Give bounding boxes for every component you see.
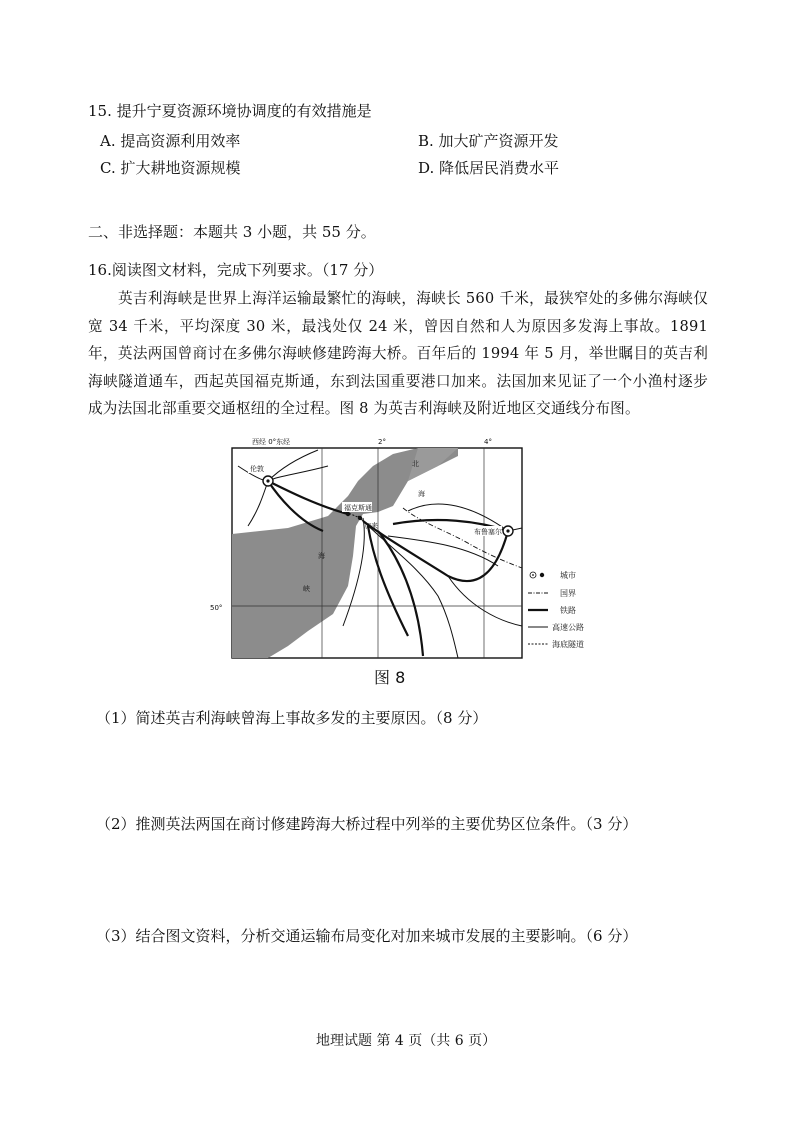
question-16-material: 英吉利海峡是世界上海洋运输最繁忙的海峡，海峡长 560 千米，最狭窄处的多佛尔海峡仅宽 34 千米，平均深度 30 米，最浅处仅 24 米，曾因自然和人为原因多发海上事故。1891 年，英法两国曾商讨在多佛尔海峡修建跨海大桥。百年后的 1994 年 5 月，举世瞩目的英吉利海峡隧道通车，西起英国福克斯通，东到法国重要港口加来。法国加来见证了一个小渔村逐步成为法国北部重要交通枢纽的全过程。图 8 为英吉利海峡及附近地区交通线分布图。 — [88, 290, 708, 417]
lon-label-0: 西经 0°东经 — [252, 438, 291, 446]
figure-caption: 图 8 — [374, 668, 406, 687]
option-b: B. 加大矿产资源开发 — [418, 132, 559, 150]
legend-city: 城市 — [560, 571, 576, 580]
page-footer: 地理试题 第 4 页（共 6 页） — [316, 1033, 497, 1049]
label-north-2: 海 — [418, 490, 425, 498]
legend-railway: 铁路 — [560, 606, 576, 615]
legend-highway: 高速公路 — [552, 623, 584, 632]
label-brussels: 布鲁塞尔 — [474, 528, 502, 536]
label-london: 伦敦 — [250, 465, 264, 473]
lon-label-4: 4° — [484, 438, 492, 446]
question-16-stem: 16.阅读图文材料，完成下列要求。（17 分） — [88, 261, 384, 279]
label-calais: 加来 — [364, 522, 378, 530]
sub-question-3: （3）结合图文资料，分析交通运输布局变化对加来城市发展的主要影响。（6 分） — [96, 927, 638, 945]
city-folkestone — [346, 512, 350, 516]
sub-question-2: （2）推测英法两国在商讨修建跨海大桥过程中列举的主要优势区位条件。（3 分） — [96, 815, 638, 833]
label-strait-2: 峡 — [303, 585, 310, 593]
figure-8-map — [208, 436, 584, 658]
lon-label-2: 2° — [378, 438, 386, 446]
option-d: D. 降低居民消费水平 — [418, 159, 560, 177]
option-c: C. 扩大耕地资源规模 — [100, 159, 241, 177]
sub-question-1: （1）简述英吉利海峡曾海上事故多发的主要原因。（8 分） — [96, 709, 488, 727]
label-north-1: 北 — [412, 460, 419, 468]
section-heading: 二、非选择题：本题共 3 小题，共 55 分。 — [88, 223, 376, 241]
label-folkestone: 福克斯通 — [344, 504, 372, 512]
city-calais — [358, 516, 362, 520]
legend-tunnel: 海底隧道 — [552, 640, 584, 649]
lat-label-50: 50° — [210, 604, 223, 612]
question-15-stem: 15. 提升宁夏资源环境协调度的有效措施是 — [88, 102, 372, 120]
label-strait-1: 海 — [318, 552, 325, 560]
legend-border: 国界 — [560, 589, 576, 598]
option-a: A. 提高资源利用效率 — [100, 132, 241, 150]
map-legend — [528, 570, 584, 649]
